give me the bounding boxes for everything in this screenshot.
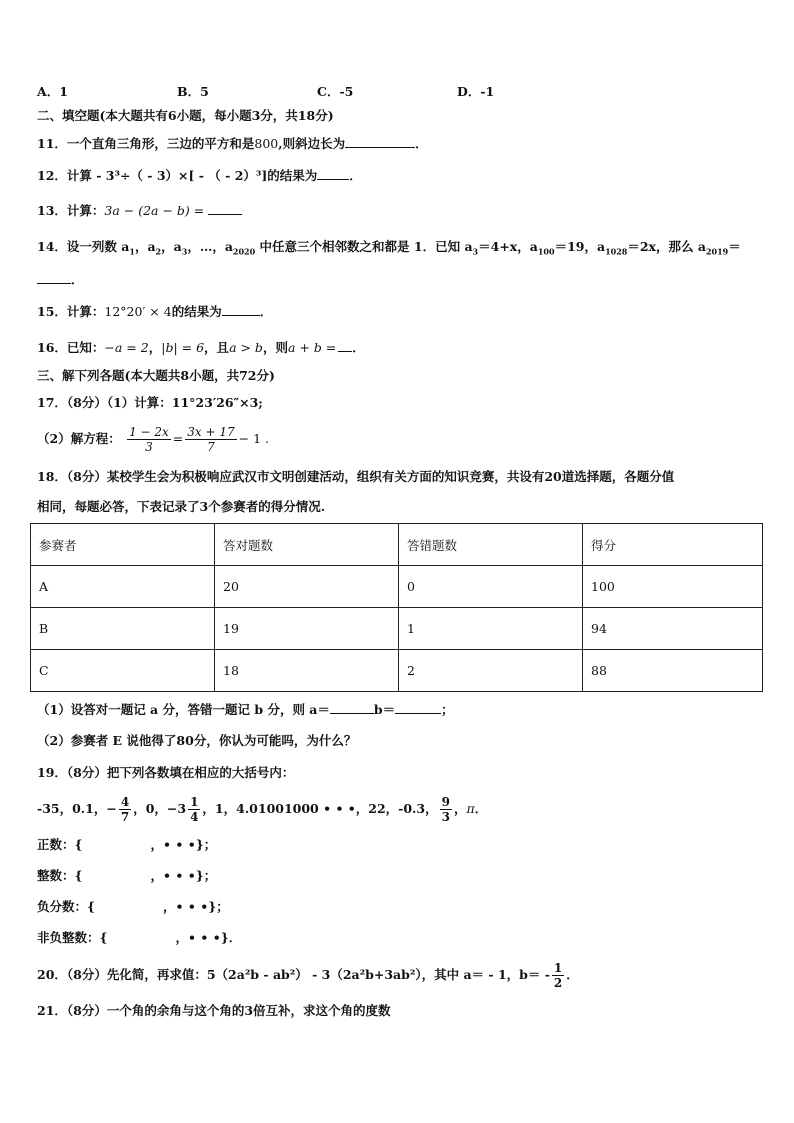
question-14: 14．设一列数 $a_1$，$a_2$，$a_3$，…，$a_{2020}$ 中任意三个相邻数之和都是 1．已知 $a_3=4+x$，$a_{100}=19$，$a_{1028}=2x$，那么 $a_{2019}=$	[37, 239, 741, 257]
table-header: 参赛者	[31, 524, 215, 566]
question-18-line1: 18．（8分）某校学生会为积极响应武汉市文明创建活动，组织有关方面的知识竞赛，共设有20道选择题，各题分值	[37, 469, 675, 484]
question-19-title: 19．（8分）把下列各数填在相应的大括号内：	[37, 765, 295, 780]
table-cell: 0	[399, 566, 583, 608]
question-13: 13．计算：3a − (2a − b) =	[37, 201, 242, 220]
section2-title: 二、填空题(本大题共有6小题，每小题3分，共18分)	[37, 108, 334, 123]
question-15: 15．计算：12°20′ × 4的结果为 ．	[37, 304, 273, 319]
table-header: 得分	[583, 524, 763, 566]
question-17-part2: （2）解方程： $\frac{1 - 2x}{3}$ = $\frac{3x + 17}{7}$ − 1 .	[37, 425, 269, 454]
table-row	[31, 566, 763, 608]
question-14-answer-line: ．	[37, 270, 84, 289]
section3-title: 三、解下列各题(本大题共8小题，共72分)	[37, 368, 275, 383]
question-21: 21．（8分）一个角的余角与这个角的3倍互补，求这个角的度数	[37, 1003, 391, 1018]
answer-blank[interactable]	[37, 270, 71, 284]
answer-blank[interactable]	[338, 338, 352, 352]
answer-blank[interactable]	[208, 201, 242, 215]
table-cell: 18	[215, 650, 399, 692]
table-cell: 1	[399, 608, 583, 650]
table-header: 答错题数	[399, 524, 583, 566]
answer-blank[interactable]	[317, 166, 349, 180]
option-c: C．-5	[317, 84, 354, 99]
question-11: 11．一个直角三角形，三边的平方和是800,则斜边长为 ．	[37, 136, 428, 151]
option-a: A．1	[37, 84, 68, 99]
question-12: 12．计算 - 3³÷（ - 3）×[ - （ - 2）³]的结果为 ．	[37, 168, 362, 183]
fraction: $\frac{1}{4}$	[190, 795, 199, 824]
question-18-sub2: （2）参赛者 E 说他得了80分，你认为可能吗，为什么？	[37, 733, 357, 748]
fraction: $\frac{1}{2}$	[553, 961, 563, 990]
question-17-part1: 17．（8分）（1）计算：11°23′26″×3;	[37, 395, 263, 410]
table-cell: 100	[583, 566, 763, 608]
score-table	[30, 523, 763, 692]
set-negative-fraction: 负分数：{ ，• • •}；	[37, 899, 229, 914]
fraction: $\frac{1 - 2x}{3}$	[129, 425, 169, 454]
answer-blank[interactable]	[222, 302, 260, 316]
fraction: $\frac{4}{7}$	[120, 795, 130, 824]
question-20: 20．（8分）先化简，再求值：5（2a²b - ab²） - 3（2a²b+3ab²），其中 a＝ - 1，b＝ - $\frac{1}{2}$ ．	[37, 961, 579, 990]
table-cell: 88	[583, 650, 763, 692]
answer-blank[interactable]	[330, 700, 374, 714]
table-cell: C	[31, 650, 215, 692]
set-positive: 正数：{ ，• • •}；	[37, 837, 217, 852]
options-row	[37, 83, 597, 101]
table-header-row	[31, 524, 763, 566]
set-nonnegative-integer: 非负整数：{ ，• • •}．	[37, 930, 242, 945]
question-16: 16．已知：−a = 2，|b| = 6，且a > b，则a + b = ．	[37, 340, 365, 355]
table-cell: 94	[583, 608, 763, 650]
table-cell: B	[31, 608, 215, 650]
question-18-sub1: （1）设答对一题记 a 分，答错一题记 b 分，则 a＝ b＝ ；	[37, 702, 454, 717]
table-row	[31, 608, 763, 650]
answer-blank[interactable]	[345, 134, 415, 148]
answer-blank[interactable]	[395, 700, 441, 714]
question-18-line2: 相同，每题必答，下表记录了3个参赛者的得分情况.	[37, 499, 326, 514]
table-cell: 19	[215, 608, 399, 650]
table-header: 答对题数	[215, 524, 399, 566]
table-row	[31, 650, 763, 692]
fraction: $\frac{9}{3}$	[441, 795, 450, 824]
option-d: D．-1	[457, 84, 495, 99]
set-integer: 整数：{ ，• • •}；	[37, 868, 217, 883]
fraction: $\frac{3x + 17}{7}$	[187, 425, 235, 454]
table-cell: A	[31, 566, 215, 608]
option-b: B．5	[177, 84, 209, 99]
table-cell: 20	[215, 566, 399, 608]
table-cell: 2	[399, 650, 583, 692]
question-19-numbers: -35，0.1，− $\frac{4}{7}$ ，0，−3 $\frac{1}{4}$ ，1，4.01001000 • • •，22，-0.3， $\frac{9}{3}$ ，π．	[37, 795, 488, 824]
